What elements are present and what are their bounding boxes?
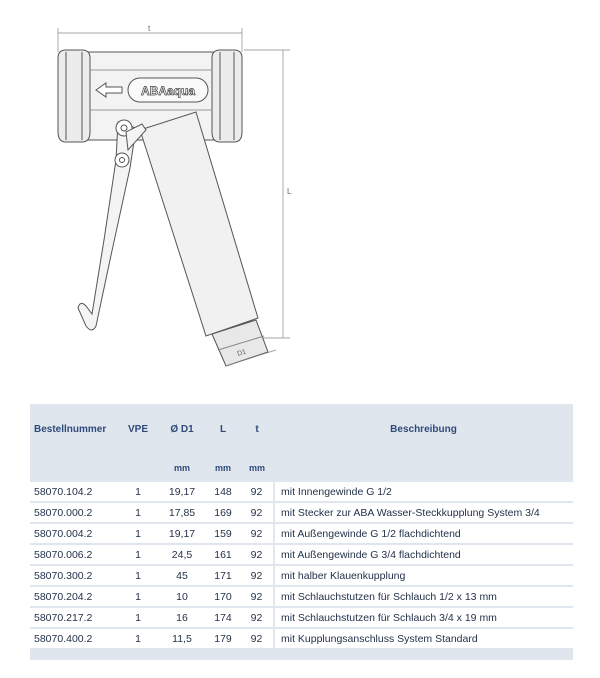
specification-table <box>30 404 573 660</box>
l-value: 148 <box>206 482 240 502</box>
l-value: 170 <box>206 586 240 607</box>
table-row <box>30 544 573 565</box>
t-value: 92 <box>240 586 274 607</box>
unit-cell: mm <box>173 463 190 473</box>
table-row <box>30 607 573 628</box>
table-row <box>30 482 573 502</box>
d1-value: 17,85 <box>158 502 206 523</box>
vpe-value: 1 <box>118 502 158 523</box>
l-value: 161 <box>206 544 240 565</box>
unit-cell <box>30 454 118 482</box>
t-value: 92 <box>240 628 274 649</box>
order-number: 58070.217.2 <box>30 607 118 628</box>
header-bestellnummer: Bestellnummer <box>34 423 107 435</box>
vpe-value: 1 <box>118 482 158 502</box>
l-value: 169 <box>206 502 240 523</box>
description: mit Außengewinde G 1/2 flachdichtend <box>274 523 573 544</box>
vpe-value: 1 <box>118 523 158 544</box>
description: mit Innengewinde G 1/2 <box>274 482 573 502</box>
order-number: 58070.000.2 <box>30 502 118 523</box>
dimension-label-l: L <box>287 187 292 196</box>
d1-value: 45 <box>158 565 206 586</box>
description: mit Außengewinde G 3/4 flachdichtend <box>274 544 573 565</box>
dimension-label-d1: D1 <box>236 348 248 358</box>
unit-cell: mm <box>248 463 265 473</box>
d1-value: 24,5 <box>158 544 206 565</box>
d1-value: 10 <box>158 586 206 607</box>
order-number: 58070.300.2 <box>30 565 118 586</box>
vpe-value: 1 <box>118 628 158 649</box>
unit-cell <box>118 454 158 482</box>
vpe-value: 1 <box>118 565 158 586</box>
l-value: 159 <box>206 523 240 544</box>
order-number: 58070.006.2 <box>30 544 118 565</box>
table-row <box>30 502 573 523</box>
d1-value: 16 <box>158 607 206 628</box>
unit-cell <box>274 454 573 482</box>
header-l: L <box>219 423 227 435</box>
t-value: 92 <box>240 482 274 502</box>
d1-value: 19,17 <box>158 523 206 544</box>
order-number: 58070.400.2 <box>30 628 118 649</box>
order-number: 58070.204.2 <box>30 586 118 607</box>
l-value: 174 <box>206 607 240 628</box>
header-t: t <box>255 423 259 435</box>
header-d1: Ø D1 <box>170 423 194 435</box>
d1-value: 19,17 <box>158 482 206 502</box>
t-value: 92 <box>240 544 274 565</box>
header-vpe: VPE <box>127 423 148 435</box>
aba-aqua-logo: ABAaqua <box>140 84 196 98</box>
unit-cell: mm <box>214 463 231 473</box>
table-row <box>30 586 573 607</box>
vpe-value: 1 <box>118 607 158 628</box>
table-row <box>30 628 573 649</box>
description: mit Schlauchstutzen für Schlauch 1/2 x 13 mm <box>274 586 573 607</box>
order-number: 58070.004.2 <box>30 523 118 544</box>
table-header-row <box>30 404 573 454</box>
table-row <box>30 565 573 586</box>
dimension-label-t: t <box>148 24 151 33</box>
description: mit Stecker zur ABA Wasser-Steckkupplung System 3/4 <box>274 502 573 523</box>
l-value: 179 <box>206 628 240 649</box>
description: mit halber Klauenkupplung <box>274 565 573 586</box>
t-value: 92 <box>240 502 274 523</box>
table-row <box>30 523 573 544</box>
t-value: 92 <box>240 523 274 544</box>
d1-value: 11,5 <box>158 628 206 649</box>
vpe-value: 1 <box>118 544 158 565</box>
header-beschreibung: Beschreibung <box>390 423 457 435</box>
vpe-value: 1 <box>118 586 158 607</box>
l-value: 171 <box>206 565 240 586</box>
table-unit-row <box>30 454 573 482</box>
t-value: 92 <box>240 607 274 628</box>
description: mit Kupplungsanschluss System Standard <box>274 628 573 649</box>
description: mit Schlauchstutzen für Schlauch 3/4 x 19 mm <box>274 607 573 628</box>
order-number: 58070.104.2 <box>30 482 118 502</box>
t-value: 92 <box>240 565 274 586</box>
